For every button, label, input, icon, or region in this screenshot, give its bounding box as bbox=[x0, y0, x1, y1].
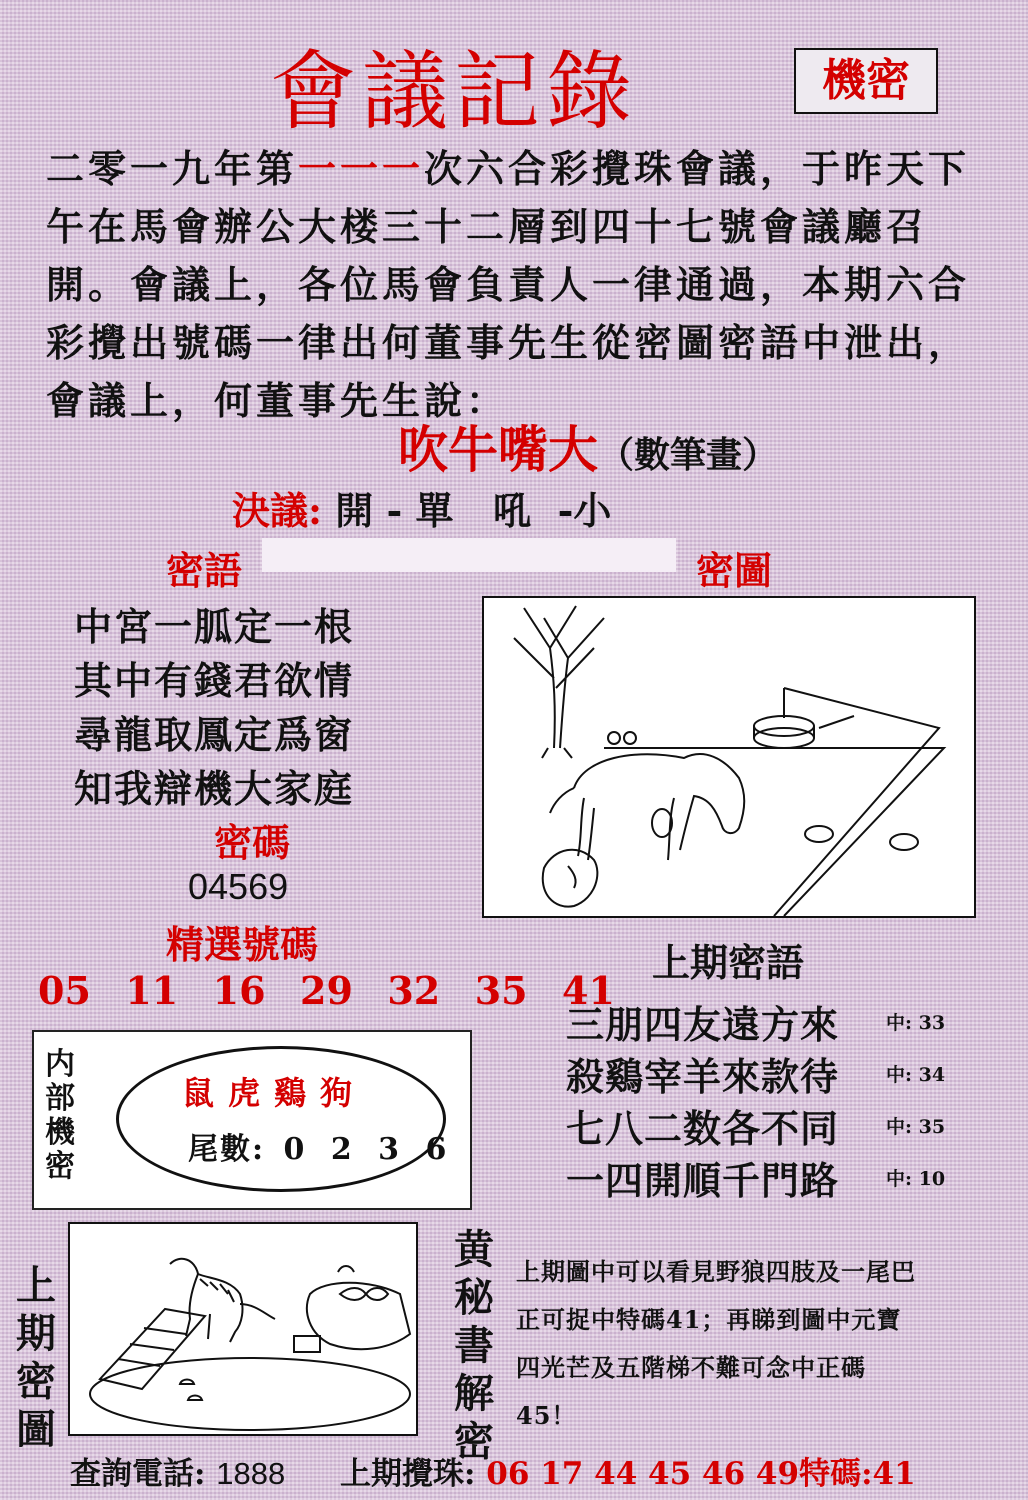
label-char: 黄 bbox=[454, 1226, 494, 1273]
last-picture-label bbox=[14, 1262, 58, 1454]
key-phrase: 吹牛嘴大 bbox=[398, 420, 598, 479]
confidential-stamp: 機密 bbox=[794, 48, 938, 114]
last-picture bbox=[68, 1222, 418, 1436]
decision-label: 決議: bbox=[232, 488, 323, 533]
intro-issue: 一一一 bbox=[298, 146, 425, 191]
page-title: 會議記錄 bbox=[270, 42, 638, 142]
verse-line: 中宮一胍定一根 bbox=[74, 604, 355, 649]
decision-row bbox=[232, 480, 611, 535]
last-line: 一四開順千門路 bbox=[566, 1158, 840, 1203]
intro-paragraph bbox=[46, 140, 996, 430]
label-char: 圖 bbox=[16, 1406, 56, 1453]
secretary-label bbox=[452, 1226, 496, 1466]
selected-heading: 精選號碼 bbox=[166, 922, 319, 967]
verse-line: 尋龍取鳳定爲窗 bbox=[74, 712, 355, 757]
label-char: 秘 bbox=[454, 1274, 494, 1321]
phrase-row bbox=[398, 410, 778, 482]
label-char: 上 bbox=[16, 1262, 56, 1309]
tail-digits: 0 2 3 6 bbox=[283, 1132, 455, 1167]
tail-row bbox=[188, 1124, 454, 1168]
label-char: 密 bbox=[16, 1358, 56, 1405]
last-hit: 中: 10 bbox=[886, 1168, 946, 1190]
blank-band bbox=[262, 538, 676, 572]
footer bbox=[70, 1448, 916, 1493]
selected-numbers: 05 11 16 29 32 35 41 bbox=[38, 968, 615, 1013]
verse-line: 知我辯機大家庭 bbox=[74, 766, 355, 811]
last-hit: 中: 34 bbox=[886, 1064, 946, 1086]
secret-words-heading: 密語 bbox=[166, 548, 243, 593]
label-char: 内 bbox=[45, 1047, 75, 1082]
last-hit: 中: 33 bbox=[886, 1012, 946, 1034]
label-char: 密 bbox=[454, 1418, 494, 1465]
decision-text: 開 - 單 吼 -小 bbox=[335, 488, 612, 533]
last-period-heading: 上期密語 bbox=[652, 940, 805, 985]
phrase-note: （數筆畫） bbox=[598, 434, 779, 476]
phone-number: 1888 bbox=[216, 1456, 286, 1491]
secret-picture bbox=[482, 596, 976, 918]
last-line: 七八二数各不同 bbox=[566, 1106, 840, 1151]
last-line: 殺鷄宰羊來款待 bbox=[566, 1054, 840, 1099]
code-value: 04569 bbox=[188, 866, 289, 907]
label-char: 期 bbox=[16, 1310, 56, 1357]
horse-scene-illustration bbox=[484, 598, 974, 916]
last-line: 三朋四友遠方來 bbox=[566, 1002, 840, 1047]
last-draw-label: 上期攪珠: bbox=[340, 1456, 476, 1492]
label-char: 書 bbox=[454, 1322, 494, 1369]
tiger-scene-illustration bbox=[70, 1224, 416, 1434]
phone-label: 查詢電話: bbox=[70, 1456, 206, 1492]
verse-line: 其中有錢君欲情 bbox=[74, 658, 355, 703]
label-char: 解 bbox=[454, 1370, 494, 1417]
last-draw-numbers: 06 17 44 45 46 49特碼:41 bbox=[486, 1456, 916, 1492]
intro-part1: 二零一九年第 bbox=[46, 146, 299, 191]
tail-label: 尾數: bbox=[188, 1132, 266, 1167]
secretary-explanation: 上期圖中可以看見野狼四肢及一尾巴正可捉中特碼41；再睇到圖中元寶四光芒及五階梯不難可念中正碼45！ bbox=[516, 1257, 916, 1430]
label-char: 密 bbox=[45, 1149, 75, 1184]
zodiac-signs: 鼠虎鷄狗 bbox=[182, 1074, 367, 1112]
intro-part2: 次六合彩攪珠會議，于昨天下午在馬會辦公大楼三十二層到四十七號會議廳召開。會議上，各位馬會負責人一律通過，本期六合彩攪出號碼一律出何董事先生從密圖密語中泄出，會議上，何董事先生說： bbox=[46, 146, 971, 423]
inner-secret-label bbox=[40, 1048, 80, 1184]
code-heading: 密碼 bbox=[214, 820, 291, 865]
label-char: 部 bbox=[45, 1081, 75, 1116]
last-hit: 中: 35 bbox=[886, 1116, 946, 1138]
secret-picture-heading: 密圖 bbox=[696, 548, 773, 593]
label-char: 機 bbox=[45, 1115, 75, 1150]
